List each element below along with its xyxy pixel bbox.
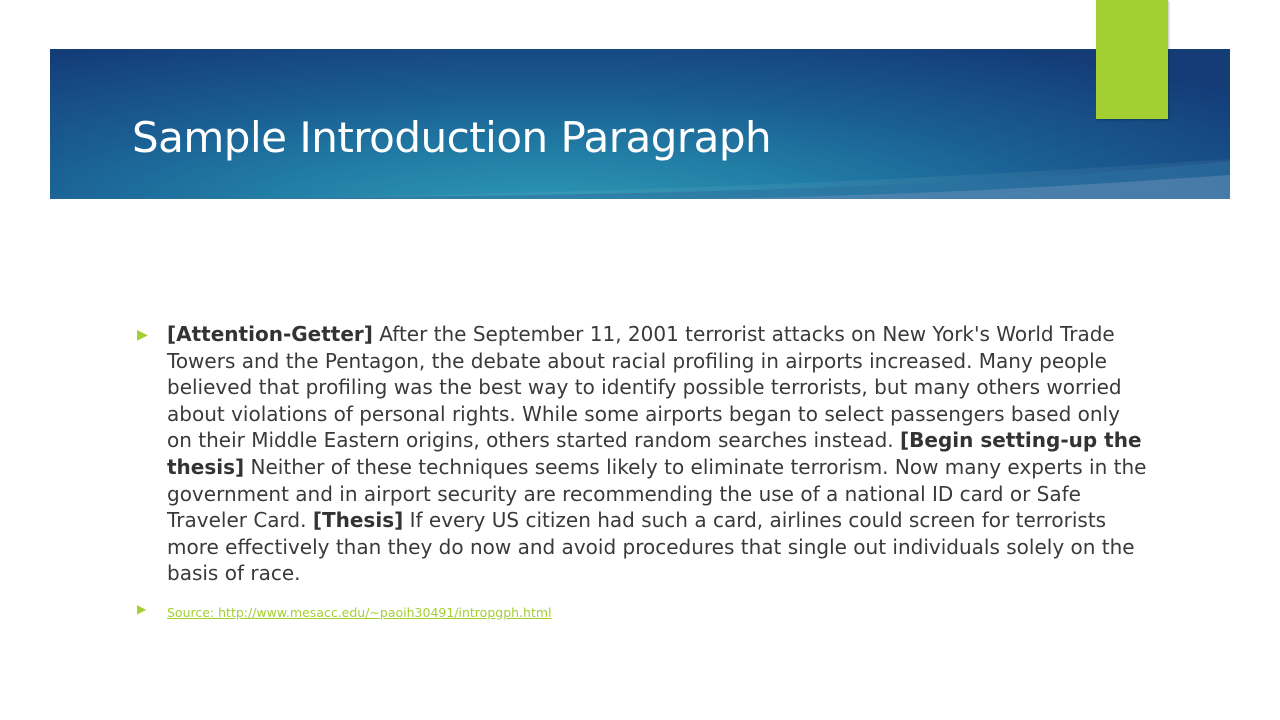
intro-paragraph	[167, 321, 1147, 587]
label-attention-getter: [Attention-Getter]	[167, 322, 373, 346]
slide-title: Sample Introduction Paragraph	[132, 113, 772, 162]
text-thesis-setup: Neither of these techniques seems likely to eliminate terrorism. Now many experts in the government and in airport security are recommending the use of a national ID card or Safe Traveler Card.	[167, 454, 1147, 533]
text-attention-getter: After the September 11, 2001 terrorist attacks on New York's World Trade Towers and the Pentagon, the debate about racial profiling in airports increased. Many people believed that profiling was the best way to identify possible terrorists, but many others worried about violations of personal rights. While some airports began to select passengers based only on their Middle Eastern origins, others started random searches instead.	[167, 322, 1122, 453]
bullet-list	[137, 321, 1147, 621]
triangle-right-icon: ▶	[137, 601, 147, 616]
text-thesis: If every US citizen had such a card, airlines could screen for terrorists more effectively than they do now and avoid procedures that single out individuals solely on the basis of race.	[167, 508, 1135, 586]
list-item-source	[137, 602, 1147, 621]
source-link[interactable]: Source: http://www.mesacc.edu/~paoih30491/intropgph.html	[167, 604, 552, 620]
accent-bar	[1096, 0, 1168, 119]
label-thesis: [Thesis]	[312, 508, 404, 533]
label-thesis-setup: [Begin setting-up the thesis]	[167, 428, 1142, 479]
list-item-paragraph	[137, 321, 1147, 587]
triangle-right-icon: ▶	[137, 327, 148, 343]
